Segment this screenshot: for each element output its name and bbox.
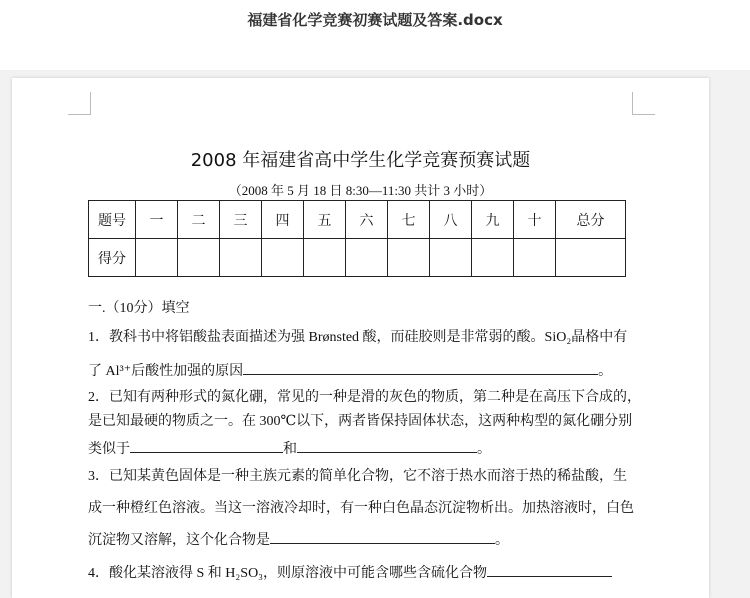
score-cell [388, 239, 430, 277]
score-table-col: 七 [388, 201, 430, 239]
question-3-line-3 [88, 529, 633, 551]
answer-blank [243, 360, 598, 375]
exam-subtitle: （2008 年 5 月 18 日 8:30—11:30 共计 3 小时） [228, 183, 493, 198]
question-2-prompt: 类似于 [88, 442, 130, 457]
question-1-line-1: 1．教科书中将铝酸盐表面描述为强 Brønsted 酸，而硅胶则是非常弱的酸。SiO₂晶格中有 [88, 330, 628, 345]
score-cell [304, 239, 346, 277]
question-1-end: 。 [598, 364, 613, 379]
question-4-line-1 [88, 562, 633, 584]
score-cell [346, 239, 388, 277]
score-cell [430, 239, 472, 277]
score-table-score-row [89, 239, 626, 277]
question-2-line-3 [88, 438, 633, 460]
question-2-line-2: 是已知最硬的物质之一。在 300℃以下，两者皆保持固体状态，这两种构型的氮化硼分别 [88, 414, 633, 429]
question-3-prompt: 沉淀物又溶解，这个化合物是 [88, 533, 270, 548]
exam-title: 2008 年福建省高中学生化学竞赛预赛试题 [190, 150, 531, 171]
score-table-col: 五 [304, 201, 346, 239]
score-table-col: 八 [430, 201, 472, 239]
question-2-line-1: 2．已知有两种形式的氮化硼，常见的一种是滑的灰色的物质，第二种是在高压下合成的， [88, 390, 641, 405]
score-table [88, 200, 626, 277]
score-cell [262, 239, 304, 277]
score-table-header-row [89, 201, 626, 239]
answer-blank [270, 529, 495, 544]
score-table-col-total: 总分 [556, 201, 626, 239]
question-2-and: 和 [283, 442, 297, 457]
question-4-prompt: 4．酸化某溶液得 S 和 H₂SO₃，则原溶液中可能含哪些含硫化合物 [88, 566, 488, 581]
score-table-row-label: 题号 [89, 201, 136, 239]
score-cell [136, 239, 178, 277]
answer-blank [297, 438, 477, 453]
title-bar [0, 0, 750, 70]
score-table-col: 十 [514, 201, 556, 239]
score-table-col: 四 [262, 201, 304, 239]
question-3-line-2: 成一种橙红色溶液。当这一溶液冷却时，有一种白色晶态沉淀物析出。加热溶液时，白色 [88, 501, 634, 516]
document-page [12, 78, 709, 598]
margin-corner-mark-right [632, 92, 655, 115]
score-cell-total [556, 239, 626, 277]
score-cell [514, 239, 556, 277]
question-1-prompt: 了 Al³⁺后酸性加强的原因 [88, 364, 244, 379]
question-2-end: 。 [477, 442, 491, 457]
score-table-row-label: 得分 [89, 239, 136, 277]
score-table-col: 一 [136, 201, 178, 239]
margin-corner-mark-left [68, 92, 91, 115]
answer-blank [487, 562, 612, 577]
document-title: 福建省化学竞赛初赛试题及答案.docx [247, 11, 503, 29]
question-3-end: 。 [495, 533, 509, 548]
section-heading: 一.（10分）填空 [88, 301, 190, 316]
score-table-col: 三 [220, 201, 262, 239]
score-cell [472, 239, 514, 277]
question-1-line-2 [88, 360, 633, 382]
score-table-col: 六 [346, 201, 388, 239]
answer-blank [130, 438, 283, 453]
score-cell [220, 239, 262, 277]
score-table-col: 二 [178, 201, 220, 239]
question-3-line-1: 3．已知某黄色固体是一种主族元素的简单化合物，它不溶于热水而溶于热的稀盐酸，生 [88, 469, 627, 484]
score-cell [178, 239, 220, 277]
score-table-col: 九 [472, 201, 514, 239]
